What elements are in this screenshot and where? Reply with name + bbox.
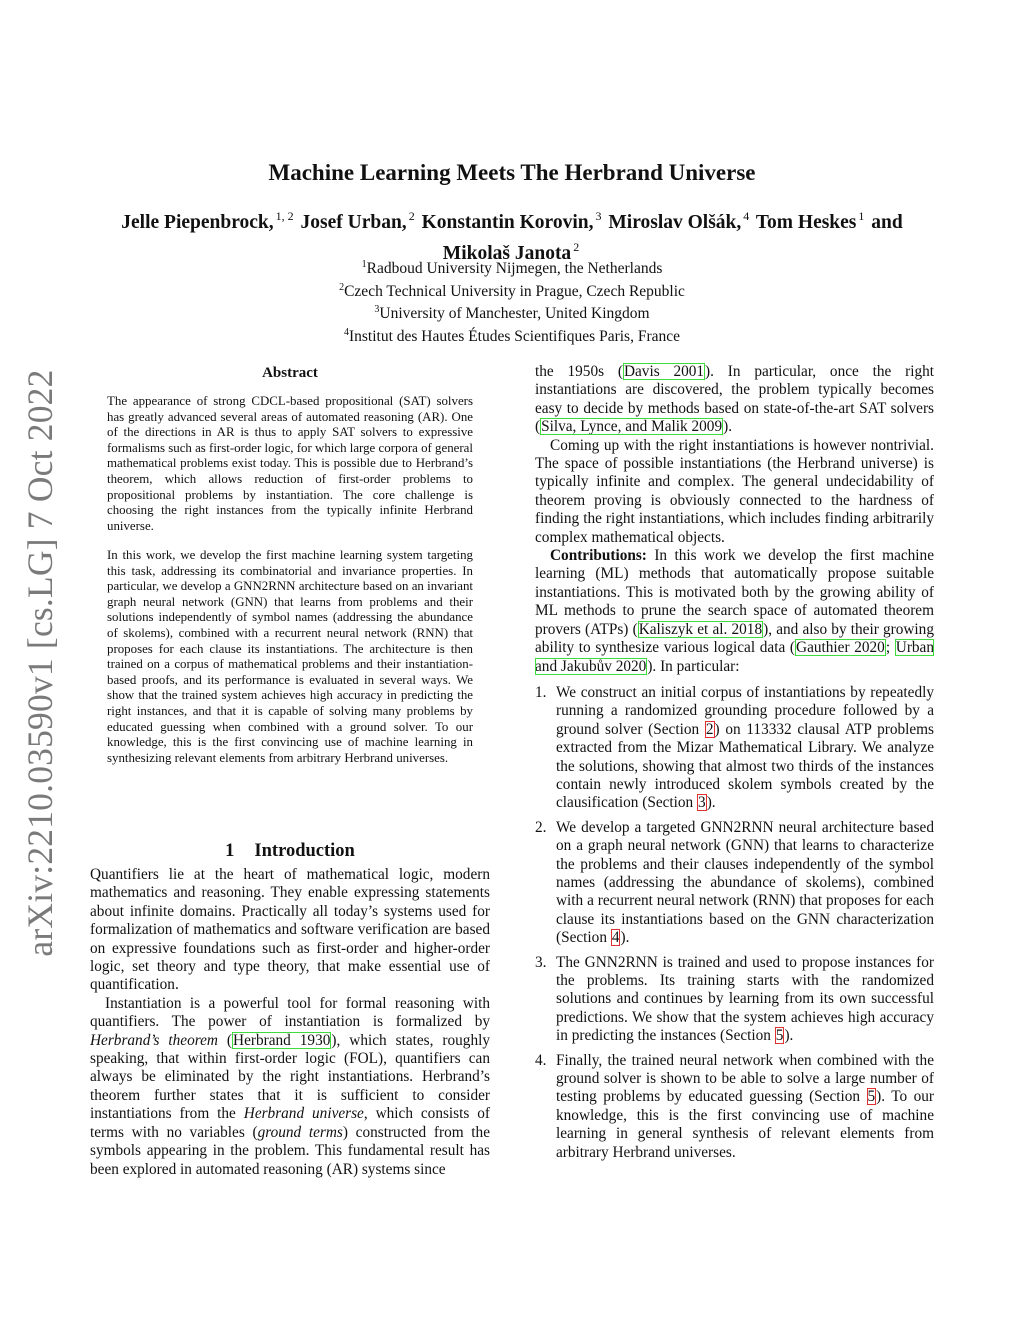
text-run: Finally, the trained neural network when combined with the ground solver is shown to be able to solve a large number of testing problems by educated guessing (Section	[556, 1051, 934, 1106]
text-run: (	[217, 1031, 233, 1049]
author-affiliation: 1, 2	[275, 209, 294, 223]
list-item	[535, 954, 934, 1046]
affiliation-number: 3	[374, 304, 380, 316]
section-ref-link[interactable]: 2	[705, 720, 714, 738]
author-name: Miroslav Olšák,	[608, 212, 742, 233]
emphasis: ground terms	[257, 1123, 343, 1141]
list-number: 1.	[535, 683, 547, 701]
author-affiliation: 4	[743, 209, 750, 223]
bold-lead: Contributions:	[550, 547, 647, 565]
affiliation-number: 1	[361, 259, 367, 270]
text-run: ;	[885, 639, 895, 657]
citation-link[interactable]: Herbrand 1930	[233, 1031, 331, 1049]
intro-paragraph-1: Quantifiers lie at the heart of mathematical logic, modern mathematics and reasoning. They enable expressing statements about infinite domains. Practically all today’s systems used for formalization of mathematics and software verification are based on expressive foundations such as first-order and higher-order logic, set theory and type theory, that make essential use of quantification.	[90, 866, 490, 994]
citation-link[interactable]: Urban and Jakubův 2020	[535, 639, 934, 675]
text-run: ).	[706, 794, 716, 812]
list-item	[535, 819, 934, 948]
text-run: ), which states, roughly speaking, that within first-order logic (FOL), quantifiers can always be eliminated by the right instantiations. Herbrand’s theorem further states that it is sufficient to consider instantiations from the	[90, 1031, 491, 1123]
text-run: ) constructed from the symbols appearing in the problem. This fundamental result has been explored in automated reasoning (AR) systems since	[90, 1123, 490, 1178]
citation-link[interactable]: Silva, Lynce, and Malik 2009	[541, 418, 723, 436]
author-name: Jelle Piepenbrock,	[121, 212, 274, 233]
affiliation	[0, 324, 1024, 347]
section-ref-link[interactable]: 5	[775, 1027, 784, 1045]
text-run: ).	[620, 929, 630, 947]
paper-title: Machine Learning Meets The Herbrand Universe	[268, 160, 756, 185]
affiliation-text: Institut des Hautes Études Scientifiques Paris, France	[348, 327, 681, 345]
author-name: Konstantin Korovin,	[421, 212, 594, 233]
section-title: Introduction	[254, 841, 355, 861]
contributions-paragraph	[535, 547, 934, 676]
affiliation-number: 2	[339, 281, 345, 293]
section-ref-link[interactable]: 5	[867, 1088, 876, 1106]
affiliation	[0, 301, 1024, 324]
text-run: ) on 113332 clausal ATP problems extracted from the Mizar Mathematical Library. We analyze the solutions, showing that almost two thirds of the instances contain newly introduced skolem symbols created by the clausification (Section	[556, 720, 935, 812]
list-number: 3.	[535, 953, 547, 971]
list-number: 2.	[535, 818, 547, 836]
text-run: the 1950s (	[535, 363, 623, 380]
abstract-paragraph-2: In this work, we develop the first machine learning system targeting this task, addressing its combinatorial and invariance properties. In particular, we develop a GNN2RNN architecture based on an invariant graph neural network (GNN) that learns from problems and their solutions independently of symbol names (addressing the abundance of skolems), combined with a recurrent neural network (RNN) that proposes for each clause its instantiations. The architecture is then trained on a corpus of mathematical problems and their instantiation-based proofs, and its performance is evaluated in several ways. We show that the trained system achieves high accuracy in predicting the right instances, and that it is capable of solving many problems by educated guessing when combined with a ground solver. To our knowledge, this is the first convincing use of machine learning in synthesizing relevant elements from arbitrary Herbrand universes.	[107, 548, 473, 765]
arxiv-stamp-text: arXiv:2210.03590v1 [cs.LG] 7 Oct 2022	[20, 369, 60, 957]
left-column-body	[90, 866, 490, 1179]
text-run: The GNN2RNN is trained and used to propose instances for the problems. Its training starts with the randomized solutions and continues by learning from its own successful predictions. We show that the system achieves high accuracy in predicting the instances (Section	[556, 953, 934, 1045]
affiliation-text: Czech Technical University in Prague, Czech Republic	[344, 282, 685, 300]
text-run: ).	[784, 1027, 794, 1045]
list-item	[535, 1052, 934, 1162]
author-affiliation: 2	[408, 209, 415, 223]
text-run: ). In particular:	[647, 657, 740, 675]
text-run: ), and also by their growing ability to synthesize various logical data (	[535, 620, 934, 657]
affiliation	[0, 279, 1024, 302]
text-run: ). To our knowledge, this is the first convincing use of machine learning in general synthesis of relevant elements from arbitrary Herbrand universes.	[556, 1088, 934, 1161]
author-affiliation: 2	[573, 240, 580, 254]
author-name: Mikolaš Janota	[442, 243, 572, 264]
citation-link[interactable]: Kaliszyk et al. 2018	[638, 620, 763, 638]
abstract-paragraph-1: The appearance of strong CDCL-based propositional (SAT) solvers has greatly advanced several areas of automated reasoning (AR). One of the directions in AR is thus to apply SAT solvers to expressive formalisms such as first-order logic, for which large corpora of general mathematical problems exist today. This is possible due to Herbrand’s theorem, which allows reduction of first-order problems to propositional problems by instantiation. The core challenge is choosing the right instances from the typically infinite Herbrand universe.	[107, 394, 473, 533]
intro-paragraph-2	[90, 995, 490, 1179]
author-affiliation: 1	[858, 209, 865, 223]
text-run: Instantiation is a powerful tool for formal reasoning with quantifiers. The power of instantiation is formalized by	[90, 994, 490, 1031]
emphasis: Herbrand universe	[243, 1105, 364, 1123]
right-paragraph-1	[535, 363, 934, 437]
list-number: 4.	[535, 1051, 547, 1069]
author-name: Tom Heskes	[755, 212, 857, 233]
section-ref-link[interactable]: 3	[698, 794, 706, 812]
list-item	[535, 684, 934, 813]
affiliation-number: 4	[343, 326, 349, 338]
text-run: We develop a targeted GNN2RNN neural architecture based on a graph neural network (GNN) that learns to characterize the problems and their clauses independently of the symbol names (addressing the abundance of skolems), combined with a recurrent neural network (RNN) that proposes for each clause its instantiations based on the GNN characterization (Section	[556, 818, 934, 947]
abstract-title: Abstract	[262, 365, 318, 381]
affiliation	[0, 256, 1024, 279]
text-run: , which consists of terms with no variables (	[90, 1105, 490, 1141]
author-conjunction: and	[871, 212, 903, 233]
section-number: 1	[225, 841, 235, 861]
text-run: In this work we develop the first machine learning (ML) methods that automatically propose suitable instantiations. This is motivated both by the growing ability of ML methods to prune the search space of automated theorem provers (ATPs) (	[535, 547, 934, 638]
author-name: Josef Urban,	[300, 212, 407, 233]
section-heading	[90, 841, 490, 862]
arxiv-stamp	[6, 368, 74, 958]
right-paragraph-2: Coming up with the right instantiations is however nontrivial. The space of possible instantiations (the Herbrand universe) is typically infinite and complex. The general undecidability of theorem proving is obviously connected to the hardness of finding the right instantiations, which includes finding arbitrarily complex mathematical objects.	[535, 436, 934, 546]
emphasis: Herbrand’s theorem	[90, 1031, 218, 1049]
text-run: ).	[723, 418, 733, 436]
citation-link[interactable]: Gauthier 2020	[796, 639, 885, 657]
affiliation-text: Radboud University Nijmegen, the Netherlands	[366, 260, 663, 277]
citation-link[interactable]: Davis 2001	[623, 363, 705, 380]
author-affiliation: 3	[595, 209, 602, 223]
affiliation-text: University of Manchester, United Kingdom	[379, 305, 650, 323]
section-ref-link[interactable]: 4	[611, 929, 620, 947]
right-column-body	[535, 363, 934, 1168]
affiliation-list	[0, 256, 1024, 346]
text-run: ). In particular, once the right instantiations are discovered, the problem typically becomes easy to decide by methods based on state-of-the-art SAT solvers (	[535, 363, 935, 436]
contribution-list	[535, 684, 934, 1162]
text-run: We construct an initial corpus of instantiations by repeatedly running a randomized grounding procedure followed by a ground solver (Section	[556, 683, 934, 738]
